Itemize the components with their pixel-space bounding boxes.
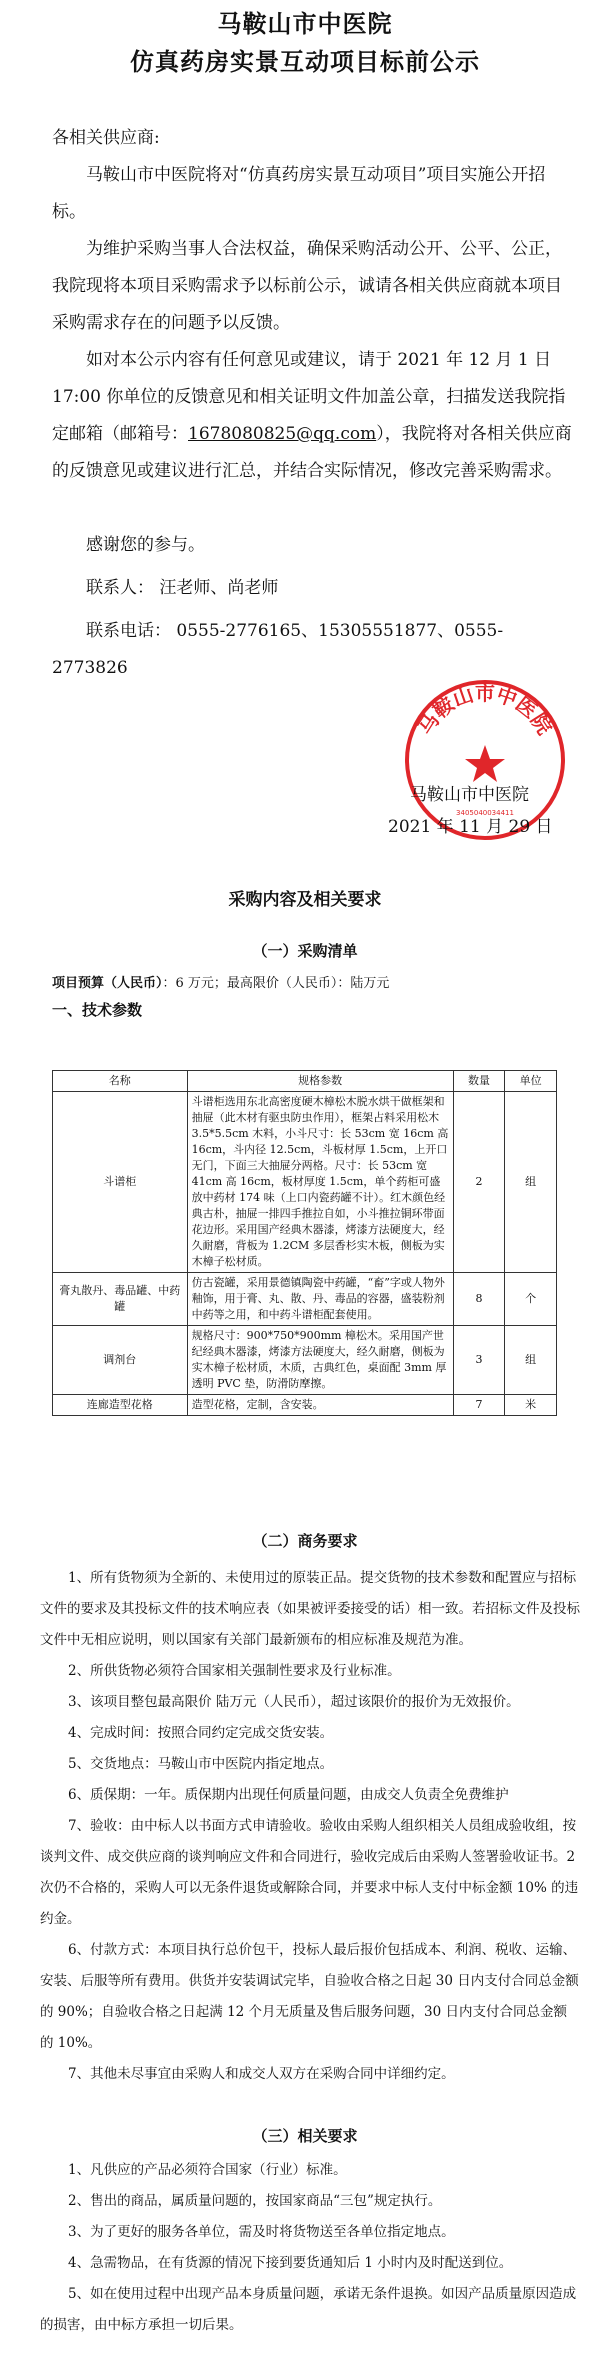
table-cell-name: 膏丸散丹、毒品罐、中药罐 <box>53 1273 188 1326</box>
table-cell-unit: 组 <box>505 1092 557 1273</box>
related-item: 3、为了更好的服务各单位，需及时将货物送至各单位指定地点。 <box>68 2224 455 2240</box>
table-row <box>53 1326 557 1395</box>
table-cell-qty: 8 <box>453 1273 505 1326</box>
related-item: 1、凡供应的产品必须符合国家（行业）标准。 <box>68 2162 347 2178</box>
notice-paragraph-2: 为维护采购当事人合法权益，确保采购活动公开、公平、公正，我院现将本项目采购需求予以标前公示，诚请各相关供应商就本项目采购需求存在的问题予以反馈。 <box>52 239 562 333</box>
budget-label: 项目预算（人民币） <box>52 976 163 991</box>
para3-text-after: ），我院将对各相关供应商的反馈意见或建议进行汇总，并结合实际情况，修改完善采购需求。 <box>52 424 572 481</box>
table-cell-name: 连廊造型花格 <box>53 1395 188 1416</box>
table-row <box>53 1395 557 1416</box>
para3-text-before: 如对本公示内容有任何意见或建议，请于 2021 年 12 月 1 日 17:00 你单位的反馈意见和相关证明文件加盖公章，扫描发送我院指定邮箱（邮箱号： <box>52 350 566 444</box>
table-cell-spec: 规格尺寸：900*750*900mm 樟松木。采用国产世纪经典木器漆，烤漆方法硬度大，经久耐磨，侧板为实木樟子松材质，木质，古典红色，桌面配 3mm 厚透明 PVC 垫，防滑防摩擦。 <box>187 1326 453 1395</box>
table-cell-name: 调剂台 <box>53 1326 188 1395</box>
table-cell-qty: 2 <box>453 1092 505 1273</box>
table-header-unit: 单位 <box>505 1071 557 1092</box>
table-cell-spec: 仿古瓷罐，采用景德镇陶瓷中药罐，“畜”字或人物外釉饰，用于膏、丸、散、丹、毒品的容器，盛装粉剂中药等之用，和中药斗谱柜配套使用。 <box>187 1273 453 1326</box>
table-cell-name: 斗谱柜 <box>53 1092 188 1273</box>
svg-text:马鞍山市中医院 <box>413 681 557 739</box>
table-cell-unit: 组 <box>505 1326 557 1395</box>
document-title-line2: 仿真药房实景互动项目标前公示 <box>130 47 480 76</box>
related-item: 2、售出的商品，属质量问题的，按国家商品“三包”规定执行。 <box>68 2193 442 2209</box>
business-item: 3、该项目整包最高限价 陆万元（人民币），超过该限价的报价为无效报价。 <box>68 1694 520 1710</box>
business-item: 7、验收：由中标人以书面方式申请验收。验收由采购人组织相关人员组成验收组，按谈判文件、成交供应商的谈判响应文件和合同进行，验收完成后由采购人签署验收证书。2 次仍不合格的，采购人可以无条件退货或解除合同，并要求中标人支付中标金额 10% 的违约金。 <box>40 1818 579 1927</box>
table-row <box>53 1092 557 1273</box>
contact-phone: 联系电话： 0555-2776165、15305551877、0555-2773826 <box>52 621 504 678</box>
related-item: 5、如在使用过程中出现产品本身质量问题，承诺无条件退换。如因产品质量原因造成的损害，由中标方承担一切后果。 <box>40 2286 577 2333</box>
business-requirements-list <box>40 1563 580 2090</box>
seal-text: 马鞍山市中医院 <box>413 681 557 739</box>
table-header-qty: 数量 <box>453 1071 505 1092</box>
email-link[interactable]: 1678080825@qq.com <box>188 424 377 444</box>
notice-paragraph-3 <box>52 342 577 490</box>
signature-date: 2021 年 11 月 29 日 <box>388 817 553 837</box>
budget-value: ：6 万元；最高限价（人民币）：陆万元 <box>162 976 390 991</box>
procurement-list-heading: （一）采购清单 <box>252 942 358 960</box>
table-row <box>53 1273 557 1326</box>
business-item: 2、所供货物必须符合国家相关强制性要求及行业标准。 <box>68 1663 401 1679</box>
table-cell-unit: 个 <box>505 1273 557 1326</box>
table-header-spec: 规格参数 <box>187 1071 453 1092</box>
table-header-row <box>53 1071 557 1092</box>
document-title-line1: 马鞍山市中医院 <box>217 9 393 38</box>
business-item: 6、质保期：一年。质保期内出现任何质量问题，由成交人负责全免费维护 <box>68 1787 509 1803</box>
related-item: 4、急需物品，在有货源的情况下接到要货通知后 1 小时内及时配送到位。 <box>68 2255 513 2271</box>
table-cell-unit: 米 <box>505 1395 557 1416</box>
business-item: 5、交货地点：马鞍山市中医院内指定地点。 <box>68 1756 334 1772</box>
seal-number: 3405040034411 <box>456 809 514 817</box>
business-item: 1、所有货物须为全新的、未使用过的原装正品。提交货物的技术参数和配置应与招标文件的要求及其投标文件的技术响应表（如果被评委接受的话）相一致。若招标文件及投标文件中无相应说明，则以国家有关部门最新颁布的相应标准及规范为准。 <box>40 1570 580 1648</box>
table-cell-qty: 7 <box>453 1395 505 1416</box>
business-item: 4、完成时间：按照合同约定完成交货安装。 <box>68 1725 334 1741</box>
technical-params-heading: 一、技术参数 <box>52 1001 143 1019</box>
related-requirements-list <box>40 2155 580 2341</box>
table-cell-spec: 斗谱柜选用东北高密度硬木樟松木脱水烘干做框架和抽屉（此木材有驱虫防虫作用），框架占料采用松木 3.5*5.5cm 木料，小斗尺寸：长 53cm 宽 16cm 高 16cm，斗内径 12.5cm，斗板材厚 1.5cm，上开口无门，下面三大抽屉分两格。尺寸：长 53cm 宽 41cm 高 16cm，板材厚度 1.5cm，单个药柜可盛放中药材 174 味（上口内瓷药罐不计）。红木颜色经典古朴，抽屉一排四手推拉自如，小斗推拉铜环带面花边形。采用国产经典木器漆，烤漆方法硬度大，经久耐磨，背板为 1.2CM 多层香杉实木板，侧板为实木樟子松材质。 <box>187 1092 453 1273</box>
table-cell-qty: 3 <box>453 1326 505 1395</box>
business-requirements-heading: （二）商务要求 <box>252 1532 358 1550</box>
signature-organization: 马鞍山市中医院 <box>410 785 529 805</box>
notice-paragraph-1: 马鞍山市中医院将对“仿真药房实景互动项目”项目实施公开招标。 <box>52 165 546 222</box>
thanks-line: 感谢您的参与。 <box>86 535 205 555</box>
procurement-table <box>52 1070 557 1416</box>
related-requirements-heading: （三）相关要求 <box>252 2127 358 2145</box>
salutation: 各相关供应商: <box>52 128 160 148</box>
contact-person: 联系人： 汪老师、尚老师 <box>86 578 279 598</box>
table-cell-spec: 造型花格，定制，含安装。 <box>187 1395 453 1416</box>
business-item: 6、付款方式：本项目执行总价包干，投标人最后报价包括成本、利润、税收、运输、安装、后服等所有费用。供货并安装调试完毕，自验收合格之日起 30 日内支付合同总金额的 90%；自验收合格之日起满 12 个月无质量及售后服务问题，30 日内支付合同总金额的 10%。 <box>40 1942 579 2051</box>
procurement-heading: 采购内容及相关要求 <box>228 890 382 910</box>
business-item: 7、其他未尽事宜由采购人和成交人双方在采购合同中详细约定。 <box>68 2066 455 2082</box>
budget-line <box>52 972 389 991</box>
table-header-name: 名称 <box>53 1071 188 1092</box>
